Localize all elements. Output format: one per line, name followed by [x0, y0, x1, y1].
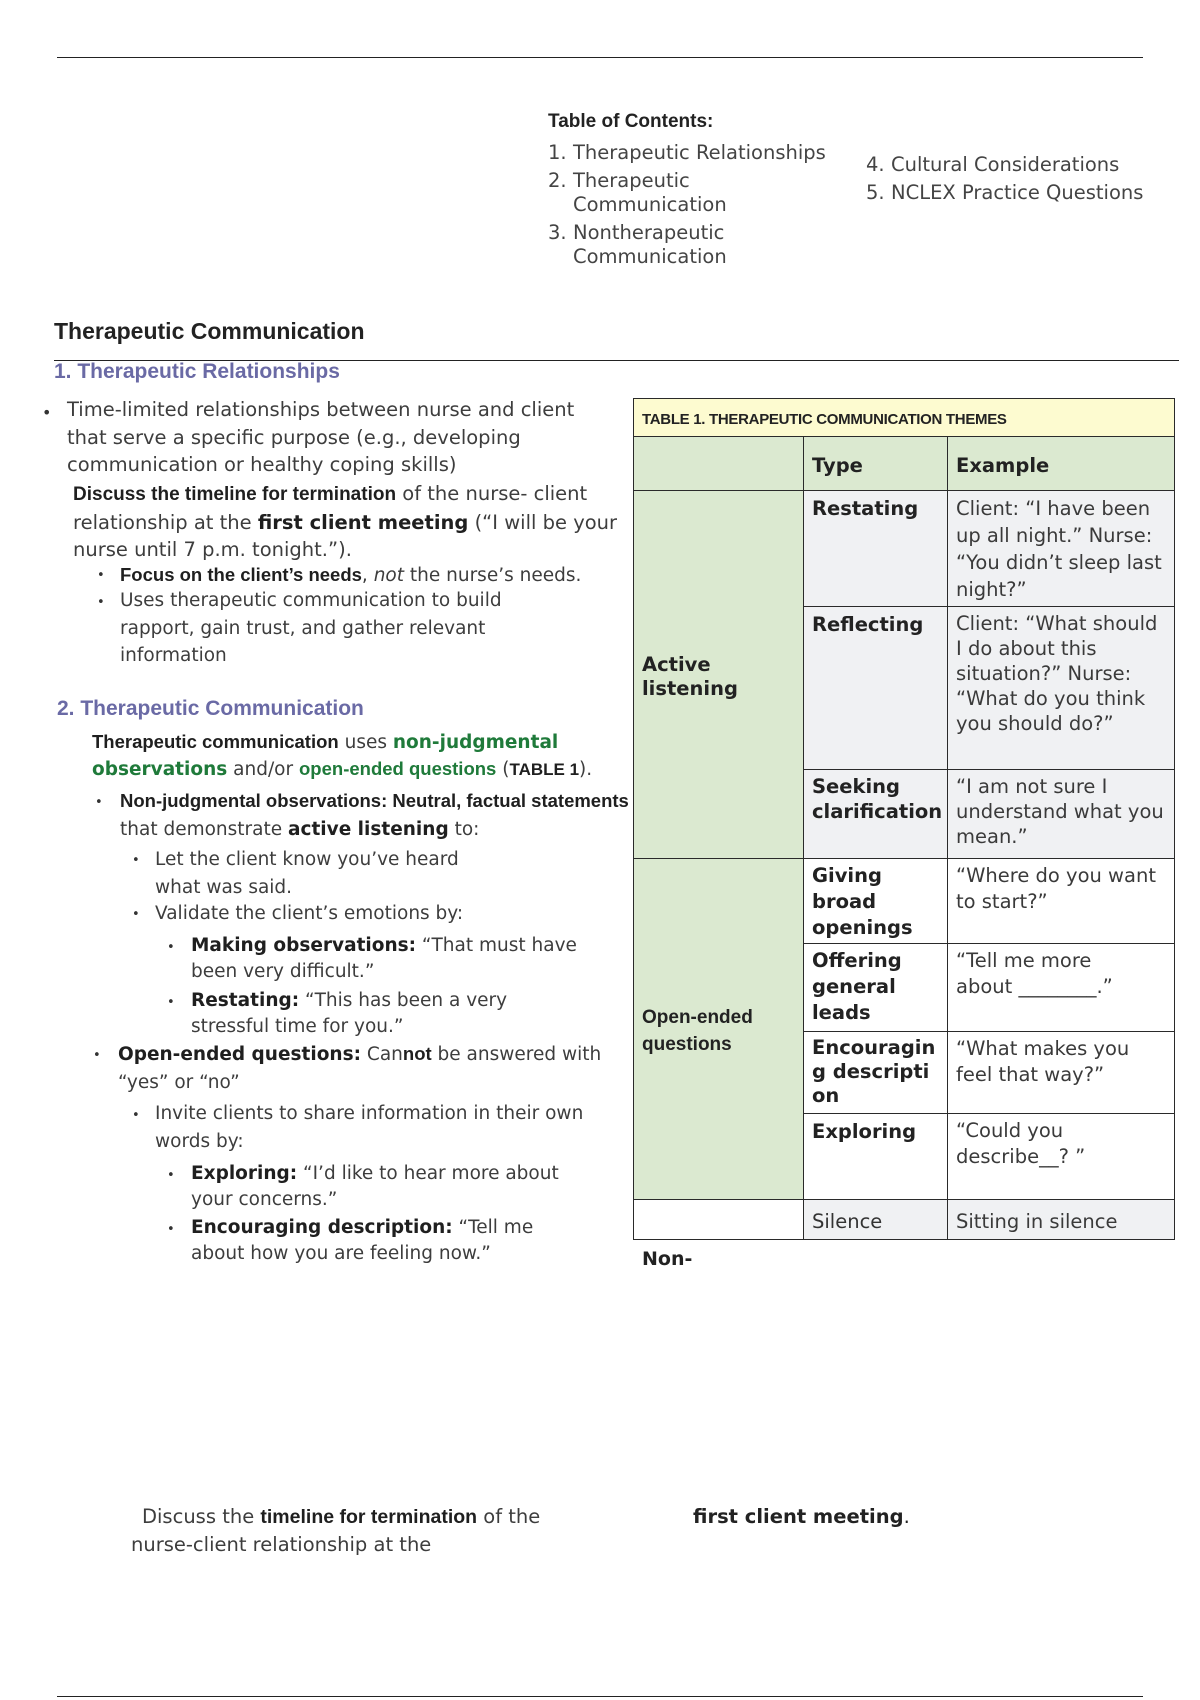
top-rule [57, 57, 1143, 58]
invite-text: Invite clients to share information in their own words by: [155, 1103, 584, 1152]
exploring-text: Exploring: “I’d like to hear more about your concerns.” [191, 1163, 559, 1210]
table-blank-cell [634, 1200, 804, 1240]
toc-title: Table of Contents: [548, 111, 714, 132]
category-open-ended: Open-ended questions [634, 859, 804, 1200]
bullet-icon: • [167, 995, 175, 1010]
encouraging-text: Encouraging description: “Tell me about how you are feeling now.” [191, 1217, 534, 1264]
restating-text: Restating: “This has been a very stressful time for you.” [191, 990, 508, 1037]
relationship-text: Time-limited relationships between nurse and client that serve a specific purpose (e.g., developing communication or healthy coping skills) [67, 398, 575, 476]
toc-item[interactable]: 2. Therapeutic Communication [548, 169, 727, 216]
category-active-listening: Active listening [634, 491, 804, 859]
table-header-type: Type [804, 437, 948, 491]
footer-termination-text: Discuss the timeline for termination of the nurse-client relationship at the [131, 1505, 541, 1556]
table-row: Encouraging description “What makes you feel that way?” [634, 1032, 1175, 1114]
bullet-icon: • [97, 595, 105, 610]
uses-text: Uses therapeutic communication to build rapport, gain trust, and gather relevant information [120, 590, 502, 666]
toc-item[interactable]: 4. Cultural Considerations [866, 153, 1120, 176]
table-caption: TABLE 1. THERAPEUTIC COMMUNICATION THEMES [634, 399, 1175, 437]
termination-text: Discuss the timeline for termination of the nurse- client relationship at the first client meeting (“I will be your nurse until 7 p.m. tonight.”). [73, 482, 618, 561]
therapeutic-intro: Therapeutic communication uses non-judgmental observations and/or open-ended questions (TABLE 1). [92, 731, 593, 780]
toc-list-right [866, 153, 1176, 209]
table-row: Active listening Restating Client: “I have been up all night.” Nurse: “You didn’t sleep last night?” [634, 491, 1175, 607]
bullet-icon: • [97, 568, 105, 583]
footer-first-meeting: first client meeting. [693, 1505, 910, 1528]
section-heading-1: 1. Therapeutic Relationships [54, 360, 340, 383]
bullet-icon: • [132, 1108, 140, 1123]
let-client-text: Let the client know you’ve heard what was said. [155, 849, 459, 898]
non-label: Non- [642, 1248, 693, 1270]
bottom-rule [57, 1696, 1143, 1697]
validate-text: Validate the client’s emotions by: [155, 903, 464, 924]
making-observations-text: Making observations: “That must have been very difficult.” [191, 935, 577, 982]
table-row: Seeking clarification “I am not sure I understand what you mean.” [634, 770, 1175, 859]
therapeutic-themes-table [633, 398, 1175, 1240]
open-ended-text: Open-ended questions: Cannot be answered with “yes” or “no” [118, 1043, 602, 1093]
table-header-blank [634, 437, 804, 491]
table-row: Open-ended questions Giving broad openings “Where do you want to start?” [634, 859, 1175, 944]
bullet-icon: • [132, 853, 140, 868]
bullet-icon: • [167, 1222, 175, 1237]
toc-list-left [548, 141, 838, 273]
bullet-icon: • [132, 907, 140, 922]
bullet-icon: • [42, 403, 52, 422]
table-row: Silence Sitting in silence [634, 1200, 1175, 1240]
bullet-icon: • [95, 795, 103, 810]
bullet-icon: • [167, 1168, 175, 1183]
table-row: Exploring “Could you describe__? ” [634, 1114, 1175, 1200]
table-row: Offering general leads “Tell me more about ________.” [634, 944, 1175, 1032]
non-judgmental-text: Non-judgmental observations: Neutral, factual statements that demonstrate active listening to: [120, 790, 629, 840]
page-title: Therapeutic Communication [54, 318, 365, 344]
table-header-example: Example [948, 437, 1175, 491]
toc-item[interactable]: 5. NCLEX Practice Questions [866, 181, 1144, 204]
bullet-icon: • [93, 1048, 101, 1063]
bullet-icon: • [167, 940, 175, 955]
toc-item[interactable]: 3. Nontherapeutic Communication [548, 221, 727, 268]
table-row: Reflecting Client: “What should I do about this situation?” Nurse: “What do you think you should do?” [634, 607, 1175, 770]
section-heading-2: 2. Therapeutic Communication [57, 697, 364, 720]
toc-item[interactable]: 1. Therapeutic Relationships [548, 141, 826, 164]
focus-text: Focus on the client’s needs, not the nurse’s needs. [120, 564, 582, 586]
